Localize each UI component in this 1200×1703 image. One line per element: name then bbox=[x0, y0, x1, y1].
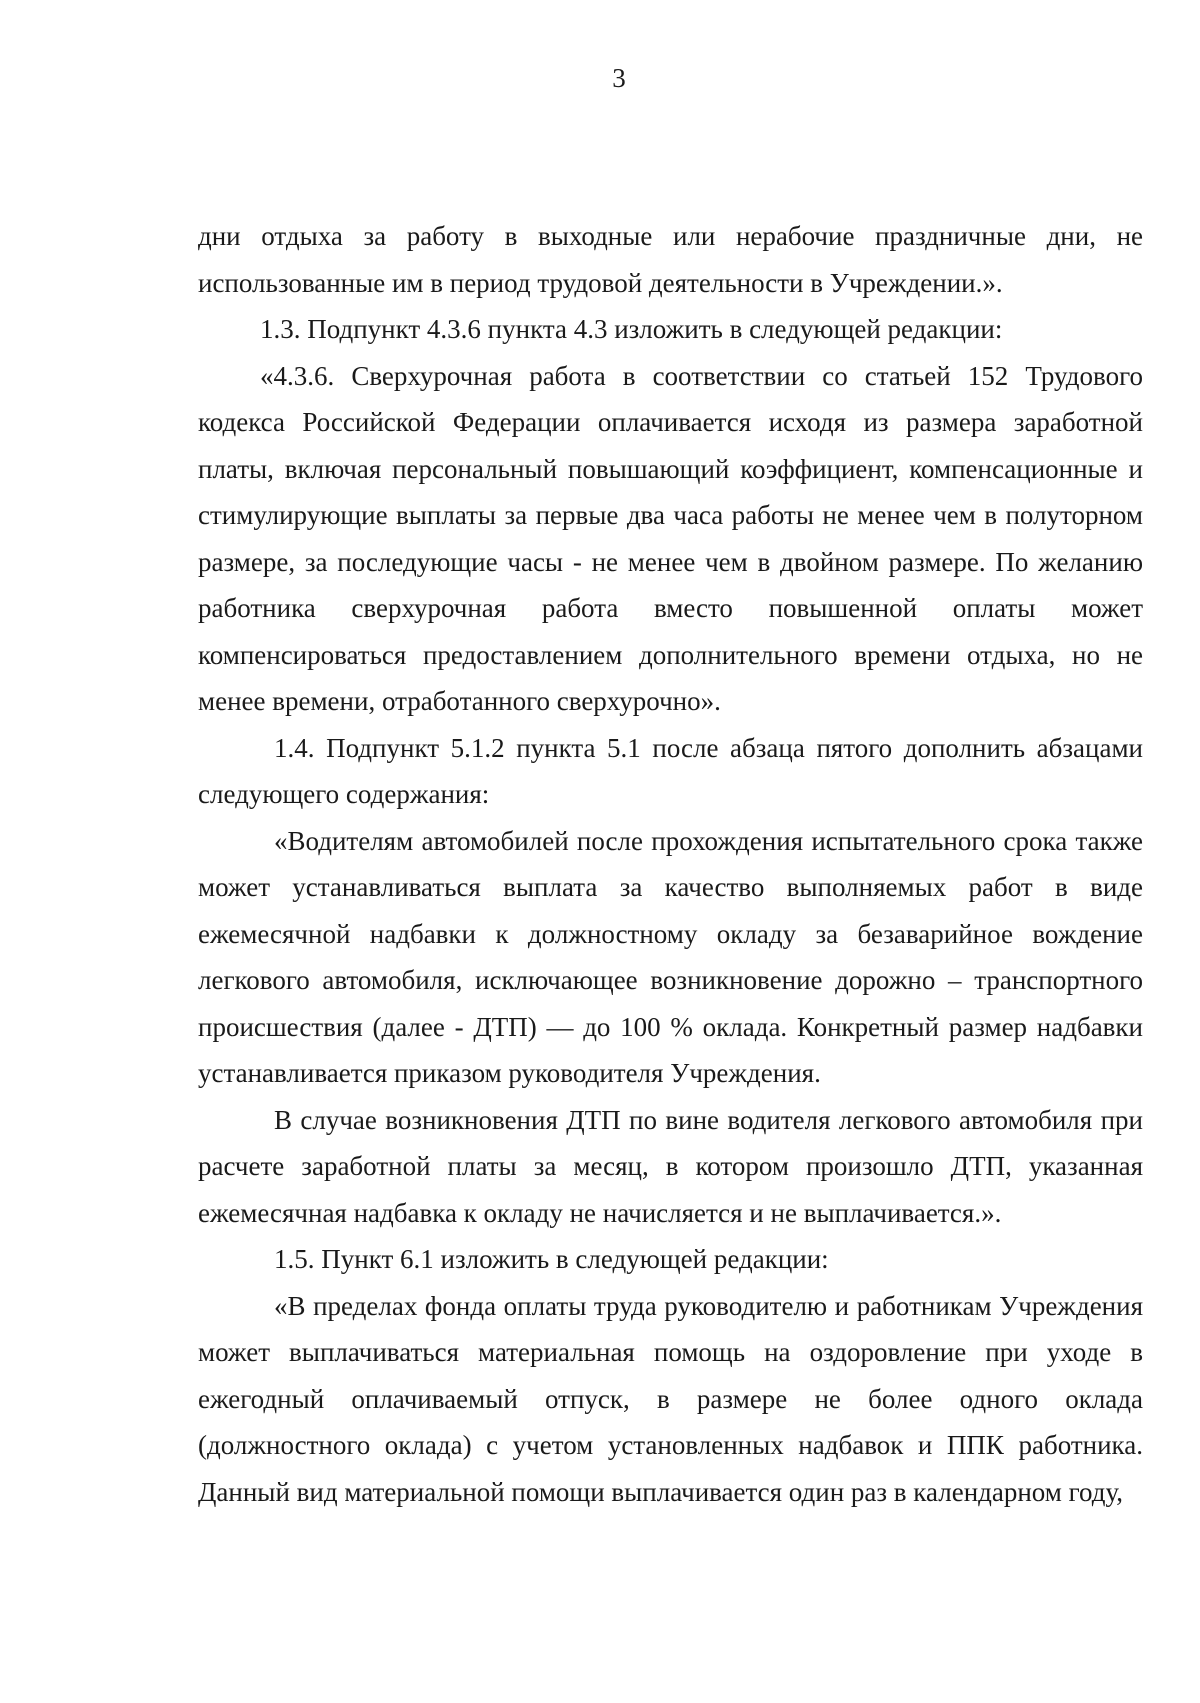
document-body bbox=[198, 213, 1143, 1515]
paragraph-item-1-5: 1.5. Пункт 6.1 изложить в следующей редакции: bbox=[274, 1244, 829, 1274]
paragraph-accident-case: В случае возникновения ДТП по вине водителя легкового автомобиля при расчете заработной платы за месяц, в котором произошло ДТП, указанная ежемесячная надбавка к окладу не начисляется и не выплачивается.». bbox=[198, 1104, 1143, 1228]
page-number: 3 bbox=[612, 63, 626, 93]
paragraph-item-1-3: 1.3. Подпункт 4.3.6 пункта 4.3 изложить в следующей редакции: bbox=[260, 314, 1003, 344]
paragraph-item-1-4: 1.4. Подпункт 5.1.2 пункта 5.1 после абзаца пятого дополнить абзацами следующего содержания: bbox=[198, 732, 1143, 809]
paragraph-quote-4-3-6: «4.3.6. Сверхурочная работа в соответствии со статьей 152 Трудового кодекса Российской Федерации оплачивается исходя из размера заработной платы, включая персональный повышающий коэффициент, компенсационные и стимулирующие выплаты за первые два часа работы не менее чем в полуторном размере, за последующие часы - не менее чем в двойном размере. По желанию работника сверхурочная работа вместо повышенной оплаты может компенсироваться предоставлением дополнительного времени отдыха, но не менее времени, отработанного сверхурочно». bbox=[198, 360, 1143, 716]
paragraph-quote-6-1: «В пределах фонда оплаты труда руководителю и работникам Учреждения может выплачиваться материальная помощь на оздоровление при уходе в ежегодный оплачиваемый отпуск, в размере не более одного оклада (должностного оклада) с учетом установленных надбавок и ППК работника. Данный вид материальной помощи выплачивается один раз в календарном году, bbox=[198, 1290, 1143, 1507]
paragraph-quote-drivers: «Водителям автомобилей после прохождения испытательного срока также может устанавливаться выплата за качество выполняемых работ в виде ежемесячной надбавки к должностному окладу за безаварийное вождение легкового автомобиля, исключающее возникновение дорожно – транспортного происшествия (далее - ДТП) — до 100 % оклада. Конкретный размер надбавки устанавливается приказом руководителя Учреждения. bbox=[198, 825, 1143, 1088]
paragraph-continuation: дни отдыха за работу в выходные или нерабочие праздничные дни, не использованные им в период трудовой деятельности в Учреждении.». bbox=[198, 221, 1143, 298]
